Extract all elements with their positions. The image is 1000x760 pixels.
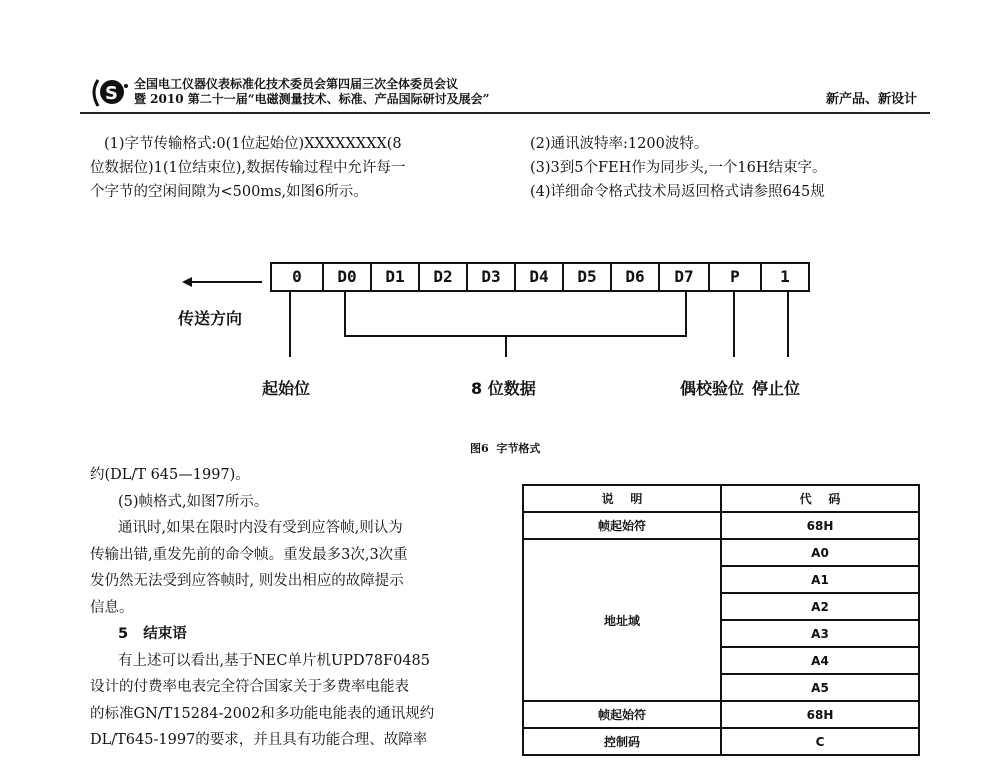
bit-cell-d5: D5 <box>562 262 612 292</box>
text-line: 发仍然无法受到应答帧时, 则发出相应的故障提示 <box>90 573 404 589</box>
parity-bit-leader <box>733 292 735 357</box>
header-conference-line1: 全国电工仪器仪表标准化技术委员会第四届三次全体委员会议 <box>134 77 459 91</box>
cell-code: A3 <box>721 620 919 647</box>
cell-code: A2 <box>721 593 919 620</box>
text-line: 约(DL/T 645—1997)。 <box>90 467 250 483</box>
cell-code: A5 <box>721 674 919 701</box>
text-line: 的标准GN/T15284-2002和多功能电能表的通讯规约 <box>90 705 435 722</box>
top-right-paragraph <box>530 132 826 204</box>
text-line: 通讯时,如果在限时内没有受到应答帧,则认为 <box>118 520 403 536</box>
top-left-paragraph <box>90 132 406 204</box>
cell-description: 帧起始符 <box>523 701 721 728</box>
text-line: 信息。 <box>90 599 134 616</box>
bit-cell-d7: D7 <box>658 262 710 292</box>
text-line: 个字节的空闲间隙为<500ms,如图6所示。 <box>90 184 368 200</box>
text-line: (4)详细命令格式技术局返回格式请参照645规 <box>530 184 825 200</box>
frame-format-table <box>522 484 920 756</box>
text-line: (2)通讯波特率:1200波特。 <box>530 136 709 152</box>
figure-caption: 图6 字节格式 <box>470 442 541 455</box>
text-line: 设计的付费率电表完全符合国家关于多费率电能表 <box>90 679 409 695</box>
header-description: 说 明 <box>523 485 721 512</box>
table-row <box>523 512 919 539</box>
header-conference-line2: 暨 2010 第二十一届“电磁测量技术、标准、产品国际研讨及展会” <box>134 92 490 106</box>
header-section: 新产品、新设计 <box>826 92 918 107</box>
table-row <box>523 728 919 755</box>
text-line: 位数据位)1(1位结束位),数据传输过程中允许每一 <box>90 160 406 176</box>
bit-cell-parity: P <box>708 262 762 292</box>
stop-bit-label: 停止位 <box>752 379 801 398</box>
bottom-left-paragraph <box>90 462 434 754</box>
bit-cell-d1: D1 <box>370 262 420 292</box>
cell-code: A0 <box>721 539 919 566</box>
cell-code: C <box>721 728 919 755</box>
text-line: (1)字节传输格式:0(1位起始位)XXXXXXXX(8 <box>104 136 402 152</box>
bit-cell-d0: D0 <box>322 262 372 292</box>
svg-text:S: S <box>105 83 118 104</box>
bracket-left <box>344 292 346 337</box>
header-code: 代 码 <box>721 485 919 512</box>
cell-code: A1 <box>721 566 919 593</box>
table-header-row <box>523 485 919 512</box>
bit-cell-start: 0 <box>270 262 324 292</box>
table-row <box>523 701 919 728</box>
bit-cell-stop: 1 <box>760 262 810 292</box>
start-bit-label: 起始位 <box>262 379 311 398</box>
conference-logo-icon <box>88 76 132 108</box>
bit-cell-d6: D6 <box>610 262 660 292</box>
table-row <box>523 539 919 566</box>
bracket-bottom <box>344 335 687 337</box>
header-rule <box>80 112 930 114</box>
cell-code: 68H <box>721 701 919 728</box>
cell-code: A4 <box>721 647 919 674</box>
text-line: (3)3到5个FEH作为同步头,一个16H结束字。 <box>530 160 827 176</box>
direction-label: 传送方向 <box>178 309 243 328</box>
section-heading: 5 结束语 <box>118 626 187 642</box>
bit-cell-d2: D2 <box>418 262 468 292</box>
cell-description: 帧起始符 <box>523 512 721 539</box>
bracket-right <box>685 292 687 337</box>
cell-description: 控制码 <box>523 728 721 755</box>
direction-arrow-shaft <box>190 281 262 283</box>
text-line: (5)帧格式,如图7所示。 <box>118 493 269 510</box>
start-bit-leader <box>289 292 291 357</box>
bit-cell-d4: D4 <box>514 262 564 292</box>
cell-code: 68H <box>721 512 919 539</box>
stop-bit-leader <box>787 292 789 357</box>
data-bits-leader <box>505 335 507 357</box>
text-line: DL/T645-1997的要求，并且具有功能合理、故障率 <box>90 732 428 748</box>
bit-cell-d3: D3 <box>466 262 516 292</box>
parity-bit-label: 偶校验位 <box>680 379 745 398</box>
text-line: 有上述可以看出,基于NEC单片机UPD78F0485 <box>118 652 430 669</box>
text-line: 传输出错,重发先前的命令帧。重发最多3次,3次重 <box>90 546 408 563</box>
data-bits-label: 8 位数据 <box>471 379 536 398</box>
cell-address-field: 地址域 <box>523 539 721 701</box>
